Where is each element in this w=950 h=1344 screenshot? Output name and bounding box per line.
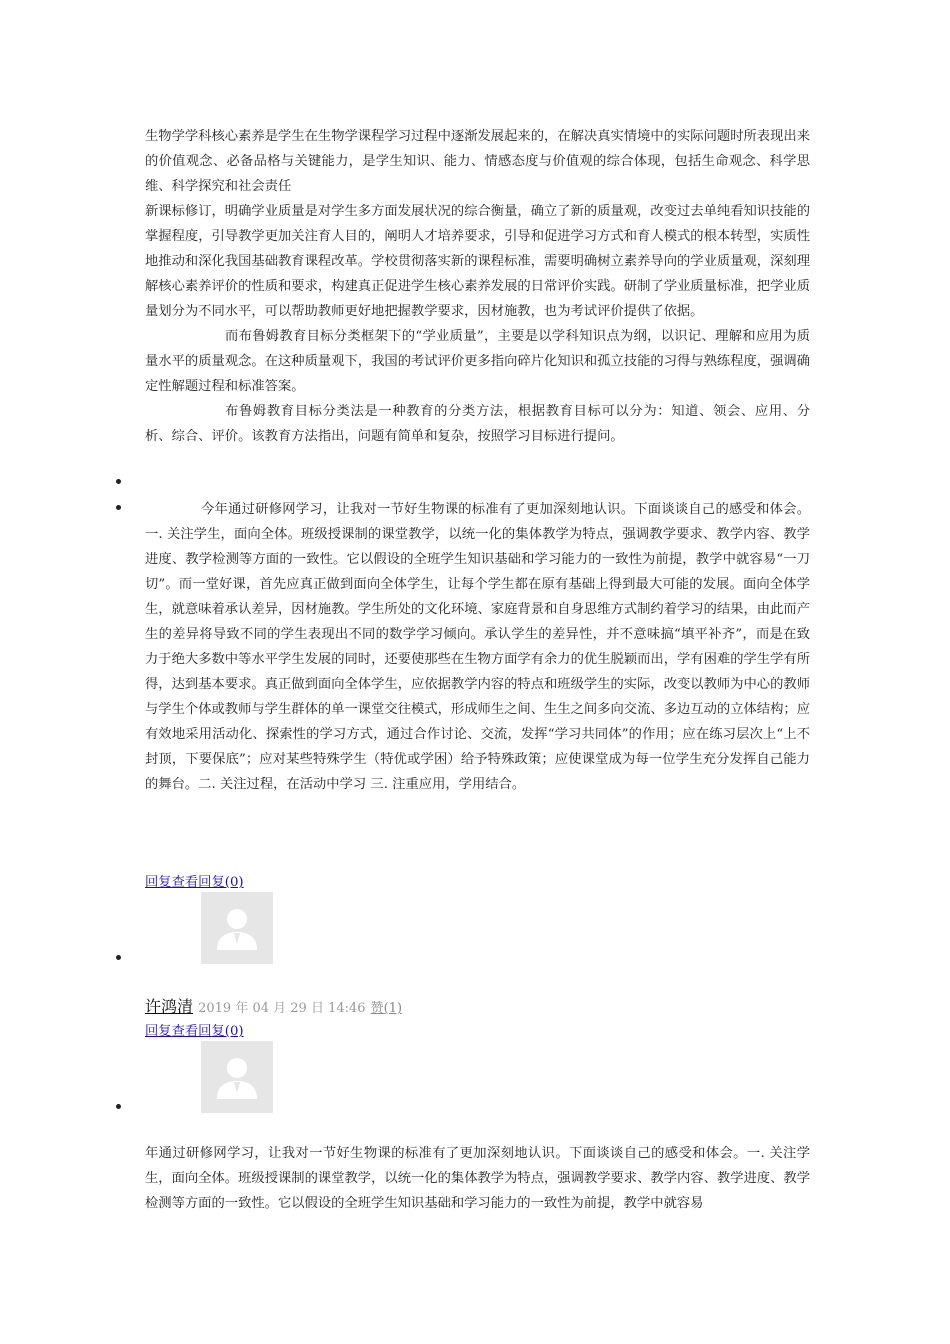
comment-meta — [145, 994, 402, 1017]
list-bullet-comment — [116, 955, 124, 963]
user-silhouette-icon — [201, 1041, 273, 1113]
list-bullet-empty — [116, 479, 124, 487]
list-bullet-reply-2 — [116, 1104, 124, 1112]
post-paragraph-core-literacy: 生物学学科核心素养是学生在生物学课程学习过程中逐渐发展起来的，在解决真实情境中的实际问题时所表现出来的价值观念、必备品格与关键能力，是学生知识、能力、情感态度与价值观的综合体现，包括生命观念、科学思维、科学探究和社会责任 — [145, 129, 810, 194]
reply-content-2 — [145, 1141, 810, 1216]
post-paragraph-bloom-quality: 而布鲁姆教育目标分类框架下的“学业质量”，主要是以学科知识点为纲，以识记、理解和应用为质量水平的质量观念。在这种质量观下，我国的考试评价更多指向碎片化知识和孤立技能的习得与熟练程度，强调确定性解题过程和标准答案。 — [145, 329, 810, 394]
post-paragraph-new-standard: 新课标修订，明确学业质量是对学生多方面发展状况的综合衡量，确立了新的质量观，改变过去单纯看知识技能的掌握程度，引导教学更加关注育人目的，阐明人才培养要求，引导和促进学习方式和育人模式的根本转型，实质性地推动和深化我国基础教育课程改革。学校贯彻落实新的课程标准，需要明确树立素养导向的学业质量观，深刻理解核心素养评价的性质和要求，构建真正促进学生核心素养发展的日常评价实践。研制了学业质量标准，把学业质量划分为不同水平，可以帮助教师更好地把握教学要求，因材施教，也为考试评价提供了依据。 — [145, 204, 810, 319]
reply-content-1 — [145, 497, 810, 797]
view-replies-link[interactable]: 查看回复(0) — [171, 1024, 244, 1039]
reply-button[interactable]: 回复 — [145, 875, 172, 890]
post-paragraph-bloom-method: 布鲁姆教育目标分类法是一种教育的分类方法，根据教育目标可以分为：知道、领会、应用、分析、综合、评价。该教育方法指出，问题有简单和复杂，按照学习目标进行提问。 — [145, 404, 810, 444]
reply-paragraph-1: 今年通过研修网学习，让我对一节好生物课的标准有了更加深刻地认识。下面谈谈自己的感受和体会。一. 关注学生，面向全体。班级授课制的课堂教学，以统一化的集体教学为特点，强调教学要求、教学内容、教学进度、教学检测等方面的一致性。它以假设的全班学生知识基础和学习能力的一致性为前提，教学中就容易“一刀切”。而一堂好课，首先应真正做到面向全体学生，让每个学生都在原有基础上得到最大可能的发展。面向全体学生，就意味着承认差异，因材施教。学生所处的文化环境、家庭背景和自身思维方式制约着学习的结果，由此而产生的差异将导致不同的学生表现出不同的数学学习倾向。承认学生的差异性，并不意味搞“填平补齐”，而是在致力于绝大多数中等水平学生发展的同时，还要使那些在生物方面学有余力的优生脱颖而出，学有困难的学生学有所得，达到基本要求。真正做到面向全体学生，应依据教学内容的特点和班级学生的实际，改变以教师为中心的教师与学生个体或教师与学生群体的单一课堂交往模式，形成师生之间、生生之间多向交流、多边互动的立体结构；应有效地采用活动化、探索性的学习方式，通过合作讨论、交流，发挥“学习共同体”的作用；应在练习层次上“上不封顶，下要保底”；应对某些特殊学生（特优或学困）给予特殊政策；应使课堂成为每一位学生充分发挥自己能力的舞台。二. 关注过程，在活动中学习 三. 注重应用，学用结合。 — [145, 502, 810, 792]
default-user-avatar-icon — [201, 1041, 273, 1113]
reply-actions-2 — [145, 1020, 244, 1039]
reply-button[interactable]: 回复 — [145, 1024, 172, 1039]
view-replies-link[interactable]: 查看回复(0) — [171, 875, 244, 890]
reply-actions-1 — [145, 871, 244, 890]
user-silhouette-icon — [201, 892, 273, 964]
default-user-avatar-icon — [201, 892, 273, 964]
comment-author[interactable]: 许鸿清 — [145, 997, 194, 1016]
list-bullet-reply-1 — [116, 505, 124, 513]
post-content — [145, 124, 810, 449]
comment-date: 2019 年 04 月 29 日 14:46 — [198, 1001, 366, 1016]
reply-paragraph-2: 年通过研修网学习，让我对一节好生物课的标准有了更加深刻地认识。下面谈谈自己的感受和体会。一. 关注学生，面向全体。班级授课制的课堂教学，以统一化的集体教学为特点，强调教学要求、教学内容、教学进度、教学检测等方面的一致性。它以假设的全班学生知识基础和学习能力的一致性为前提，教学中就容易 — [145, 1146, 810, 1211]
like-button[interactable]: 赞(1) — [370, 1001, 403, 1016]
